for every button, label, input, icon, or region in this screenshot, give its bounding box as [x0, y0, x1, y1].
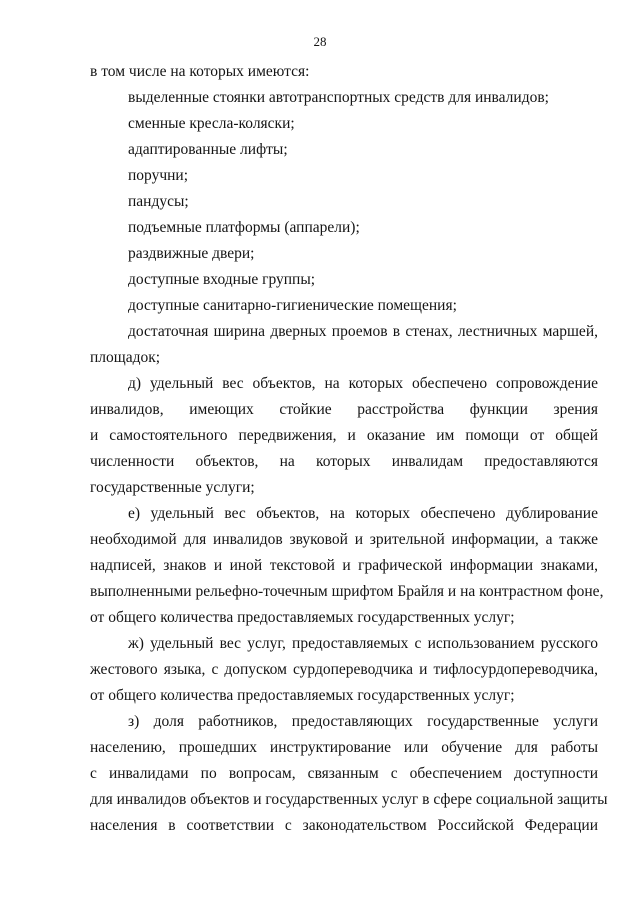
- text-line: подъемные платформы (аппарели);: [128, 219, 360, 236]
- page-number: 28: [313, 34, 327, 49]
- text-line: от общего количества предоставляемых государственных услуг;: [90, 609, 515, 626]
- text-line: площадок;: [90, 349, 161, 366]
- text-line: с инвалидами по вопросам, связанным с обеспечением доступности: [90, 765, 598, 782]
- text-line: населения в соответствии с законодательством Российской Федерации: [90, 817, 598, 834]
- text-line: ж) удельный вес услуг, предоставляемых с использованием русского: [128, 635, 598, 652]
- text-line: населению, прошедших инструктирование или обучение для работы: [90, 739, 598, 756]
- text-line: выделенные стоянки автотранспортных средств для инвалидов;: [128, 89, 549, 106]
- text-line: е) удельный вес объектов, на которых обеспечено дублирование: [128, 505, 598, 522]
- text-line: з) доля работников, предоставляющих государственные услуги: [128, 713, 598, 730]
- text-line: доступные входные группы;: [128, 271, 316, 288]
- text-line: сменные кресла-коляски;: [128, 115, 295, 132]
- text-line: и самостоятельного передвижения, и оказание им помощи от общей: [90, 427, 598, 444]
- text-line: необходимой для инвалидов звуковой и зрительной информации, а также: [90, 531, 598, 548]
- text-line: раздвижные двери;: [128, 245, 255, 262]
- text-line: в том числе на которых имеются:: [90, 63, 310, 80]
- text-line: адаптированные лифты;: [128, 141, 288, 158]
- text-line: государственные услуги;: [90, 479, 255, 496]
- text-line: выполненными рельефно-точечным шрифтом Брайля и на контрастном фоне,: [90, 583, 604, 600]
- text-line: пандусы;: [128, 193, 189, 210]
- text-line: численности объектов, на которых инвалидам предоставляются: [90, 453, 598, 470]
- text-line: поручни;: [128, 167, 189, 184]
- text-line: жестового языка, с допуском сурдопереводчика и тифлосурдопереводчика,: [90, 661, 598, 678]
- text-line: доступные санитарно-гигиенические помещения;: [128, 297, 457, 314]
- text-line: для инвалидов объектов и государственных услуг в сфере социальной защиты: [90, 791, 608, 808]
- text-line: от общего количества предоставляемых государственных услуг;: [90, 687, 515, 704]
- text-line: достаточная ширина дверных проемов в стенах, лестничных маршей,: [128, 323, 598, 340]
- text-line: инвалидов, имеющих стойкие расстройства функции зрения: [90, 401, 598, 418]
- text-line: д) удельный вес объектов, на которых обеспечено сопровождение: [128, 375, 598, 392]
- text-line: надписей, знаков и иной текстовой и графической информации знаками,: [90, 557, 598, 574]
